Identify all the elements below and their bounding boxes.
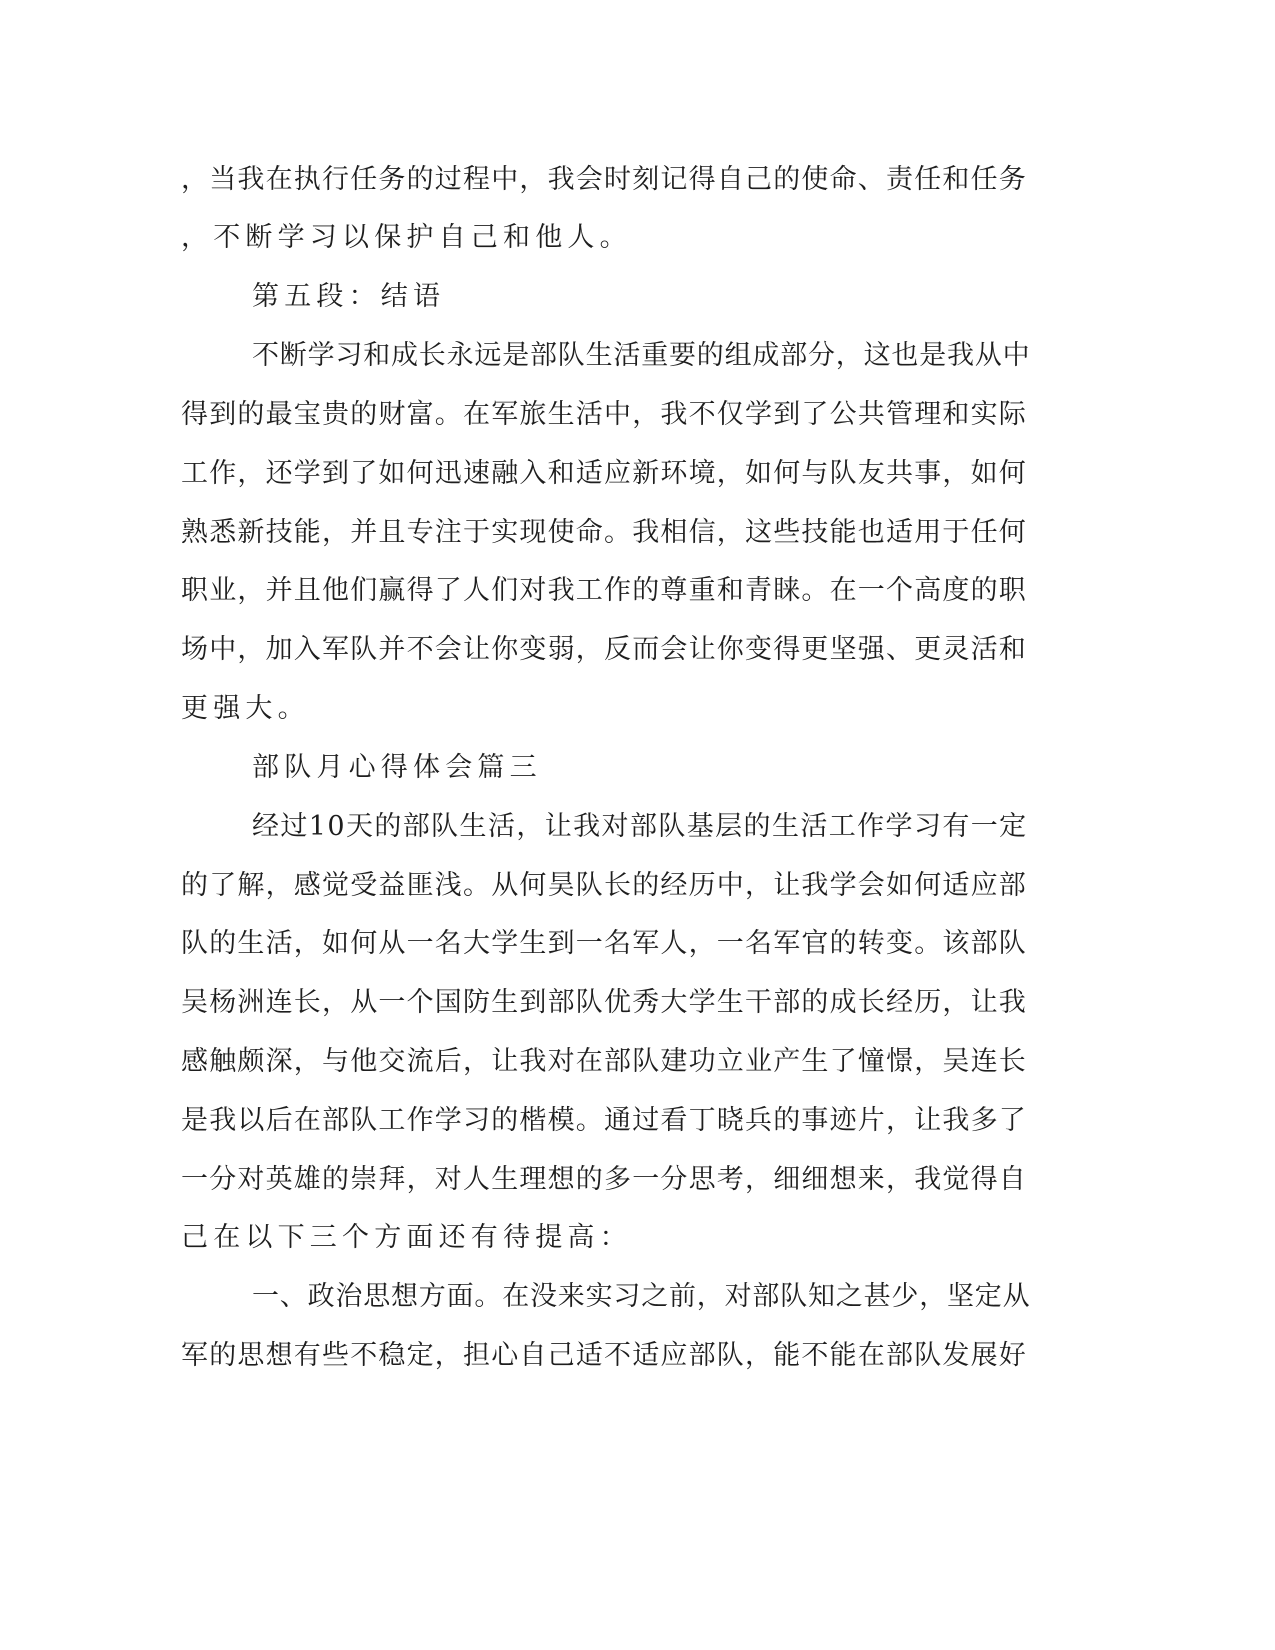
text-line-17: 是我以后在部队工作学习的楷模。通过看丁晓兵的事迹片，让我多了	[181, 1105, 1027, 1136]
section-heading: 第五段：结语	[252, 281, 446, 312]
text-line-13: 的了解，感觉受益匪浅。从何昊队长的经历中，让我学会如何适应部	[181, 870, 1027, 901]
text-line-21: 军的思想有些不稳定，担心自己适不适应部队，能不能在部队发展好	[181, 1340, 1027, 1371]
text-line-2: ，不断学习以保护自己和他人。	[181, 222, 632, 253]
text-line-9: 场中，加入军队并不会让你变弱，反而会让你变得更坚强、更灵活和	[181, 634, 1027, 665]
text-line-15: 吴杨洲连长，从一个国防生到部队优秀大学生干部的成长经历，让我	[181, 987, 1027, 1018]
text-line-20: 一、政治思想方面。在没来实习之前，对部队知之甚少，坚定从	[252, 1281, 1031, 1312]
text-line-19: 己在以下三个方面还有待提高：	[181, 1222, 632, 1253]
article-title: 部队月心得体会篇三	[252, 752, 542, 783]
text-line-5: 得到的最宝贵的财富。在军旅生活中，我不仅学到了公共管理和实际	[181, 399, 1027, 430]
text-line-7: 熟悉新技能，并且专注于实现使命。我相信，这些技能也适用于任何	[181, 517, 1027, 548]
text-line-6: 工作，还学到了如何迅速融入和适应新环境，如何与队友共事，如何	[181, 458, 1027, 489]
text-line-1: ，当我在执行任务的过程中，我会时刻记得自己的使命、责任和任务	[181, 164, 1027, 195]
text-line-14: 队的生活，如何从一名大学生到一名军人，一名军官的转变。该部队	[181, 928, 1027, 959]
text-line-18: 一分对英雄的崇拜，对人生理想的多一分思考，细细想来，我觉得自	[181, 1164, 1027, 1195]
text-line-10: 更强大。	[181, 693, 310, 724]
text-line-16: 感触颇深，与他交流后，让我对在部队建功立业产生了憧憬，吴连长	[181, 1046, 1027, 1077]
text-line-4: 不断学习和成长永远是部队生活重要的组成部分，这也是我从中	[252, 340, 1031, 371]
text-line-8: 职业，并且他们赢得了人们对我工作的尊重和青睐。在一个高度的职	[181, 575, 1027, 606]
text-line-12: 经过10天的部队生活，让我对部队基层的生活工作学习有一定	[252, 811, 1028, 842]
